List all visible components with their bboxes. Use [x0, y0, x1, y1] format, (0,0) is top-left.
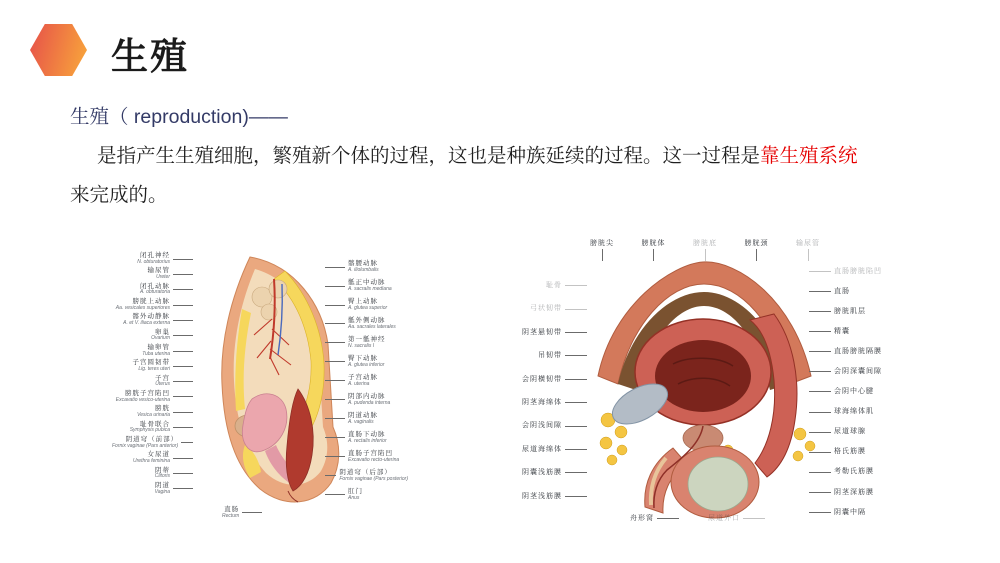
figure-label: [806, 509, 892, 516]
leader-line: [565, 379, 587, 380]
leader-line: [173, 473, 193, 474]
female-right-labels: [322, 261, 408, 501]
label-text-latin: Uterus: [155, 381, 170, 388]
figure-label: [112, 406, 196, 418]
label-text-latin: N. obturatorius: [137, 258, 170, 265]
leader-line: [809, 351, 831, 352]
male-left-labels: [512, 282, 590, 500]
leader-line: [325, 380, 345, 381]
figure-label-text: [834, 268, 882, 275]
leader-line: [808, 249, 809, 261]
figure-label: [322, 299, 408, 311]
male-top-labels: [590, 240, 820, 261]
figure-label-text: [155, 376, 170, 388]
figure-label-text: [133, 452, 170, 464]
label-text-latin: A. sacralis mediana: [348, 285, 392, 292]
leader-line: [653, 249, 654, 261]
figure-label: [806, 328, 892, 335]
figure-label: [322, 432, 408, 444]
figure-label-text: [834, 368, 882, 375]
leader-line: [565, 496, 587, 497]
paragraph-lead-line: 生殖（ reproduction)——: [70, 106, 288, 128]
label-text-cn: 耻骨联合: [140, 420, 170, 428]
figure-label: [322, 261, 408, 273]
leader-line: [809, 271, 831, 272]
figure-label: [322, 318, 408, 330]
figure-label: [112, 422, 196, 434]
figure-label-text: [834, 288, 850, 295]
label-text-cn: 球海绵体肌: [834, 408, 874, 416]
figure-label-text: [642, 240, 666, 247]
figure-label-text: [148, 268, 171, 280]
label-text-cn: 膀胱肌层: [834, 308, 866, 316]
label-text-latin: Clitoris: [154, 473, 170, 480]
label-text-latin: Vesica urinaria: [137, 412, 170, 419]
figure-label-text: [834, 468, 874, 475]
leader-line: [705, 249, 706, 261]
label-text-cn: 阴茎深筋膜: [834, 488, 874, 496]
leader-line: [173, 351, 193, 352]
figure-label: [512, 446, 590, 453]
figure-label-text: [123, 314, 170, 326]
figure-label: [512, 305, 590, 312]
paragraph-highlight-red: 靠生殖系统: [760, 145, 858, 167]
leader-line: [173, 458, 193, 459]
figure-label-text: [348, 432, 387, 444]
leader-line: [756, 249, 757, 261]
figure-label: [806, 428, 892, 435]
body-paragraph: [70, 98, 930, 215]
figure-label-text: [522, 329, 562, 336]
leader-line: [809, 432, 831, 433]
title-hexagon-icon: [30, 24, 87, 76]
label-text-cn: 直肠: [834, 288, 850, 296]
male-bottom-labels: [630, 515, 768, 522]
figure-label: [322, 470, 408, 482]
leader-line: [565, 402, 587, 403]
figure-label: [512, 329, 590, 336]
figure-label-text: [834, 448, 866, 455]
figure-label-text: [522, 376, 562, 383]
label-text-cn: 膀胱尖: [590, 240, 614, 247]
figure-label-text: [708, 515, 740, 522]
label-text-latin: A. et V. iliaca externa: [123, 320, 170, 327]
leader-line: [809, 512, 831, 513]
female-pelvis-figure: [112, 247, 408, 519]
figure-label: [630, 515, 682, 522]
figure-label: [806, 408, 892, 415]
figure-label-text: [522, 446, 562, 453]
figure-label-text: [339, 470, 408, 482]
figure-label-text: [222, 507, 239, 519]
label-text-cn: 尿道球腺: [834, 428, 866, 436]
figure-label-text: [137, 406, 170, 418]
leader-line: [173, 412, 193, 413]
figure-label-text: [348, 375, 378, 387]
figure-label: [806, 489, 892, 496]
label-text-latin: A. rectalis inferior: [348, 437, 387, 444]
label-text-cn: 膀胱子宫陷凹: [125, 389, 170, 397]
figure-label: [806, 468, 892, 475]
label-text-latin: Ovarium: [151, 335, 170, 342]
figure-label: [806, 308, 892, 315]
figure-label: [693, 240, 717, 261]
leader-line: [743, 518, 765, 519]
figure-label: [112, 314, 196, 326]
female-bottom-labels: [222, 507, 265, 519]
leader-line: [565, 472, 587, 473]
label-text-latin: Excavatio recto-uterina: [348, 456, 400, 463]
leader-line: [173, 335, 193, 336]
figure-label: [112, 345, 196, 357]
leader-line: [809, 472, 831, 473]
figure-label-text: [834, 509, 866, 516]
leader-line: [565, 309, 587, 310]
figure-label: [512, 493, 590, 500]
leader-line: [325, 342, 345, 343]
leader-line: [181, 442, 193, 443]
label-text-cn: 阴道穹（后部）: [339, 468, 392, 476]
figure-label-text: [348, 489, 363, 501]
figure-label: [745, 240, 769, 261]
figure-label: [112, 483, 196, 495]
leader-line: [809, 291, 831, 292]
figure-label: [112, 376, 196, 388]
label-text-cn: 精囊: [834, 328, 850, 336]
label-text-cn: 阴茎悬韧带: [522, 328, 562, 336]
label-text-cn: 会阴浅间隙: [522, 422, 562, 430]
figure-label: [806, 268, 892, 275]
figure-label: [512, 399, 590, 406]
figure-label: [322, 489, 408, 501]
label-text-latin: Rectum: [222, 512, 240, 519]
figure-label-text: [137, 253, 170, 265]
male-pelvis-illustration: [578, 244, 828, 520]
leader-line: [565, 426, 587, 427]
figure-label-text: [693, 240, 717, 247]
label-text-cn: 会阴中心腱: [834, 388, 874, 396]
label-text-cn: 闭孔神经: [140, 252, 170, 259]
figure-label-text: [116, 299, 170, 311]
label-text-cn: 阴部内动脉: [348, 392, 386, 400]
leader-line: [325, 437, 345, 438]
label-text-cn: 膀胱: [155, 405, 170, 413]
figure-label: [806, 348, 892, 355]
label-text-cn: 阴囊中隔: [834, 508, 866, 516]
female-left-labels: [112, 253, 196, 495]
figure-label-text: [348, 413, 378, 425]
label-text-cn: 考勒氏筋膜: [834, 468, 874, 476]
label-text-latin: Vagina: [154, 488, 170, 495]
figure-label: [322, 280, 408, 292]
figure-label: [322, 451, 408, 463]
label-text-cn: 阴茎浅筋膜: [522, 492, 562, 500]
label-text-latin: A. glutea inferior: [348, 361, 385, 368]
figure-label-text: [522, 493, 562, 500]
figure-label-text: [834, 428, 866, 435]
figure-label: [512, 282, 590, 289]
label-text-latin: Urethra feminina: [133, 458, 170, 465]
leader-line: [325, 323, 345, 324]
slide-title: 生殖: [111, 36, 189, 77]
label-text-cn: 闭孔动脉: [140, 282, 170, 290]
leader-line: [565, 355, 587, 356]
figure-label: [112, 268, 196, 280]
leader-line: [565, 332, 587, 333]
figure-label-text: [116, 391, 170, 403]
label-text-cn: 子宫圆韧带: [132, 359, 170, 367]
male-pelvis-figure: [512, 240, 892, 522]
leader-line: [809, 371, 831, 372]
leader-line: [325, 418, 345, 419]
label-text-latin: Tuba uterina: [142, 350, 170, 357]
leader-line: [325, 361, 345, 362]
figure-label-text: [348, 318, 396, 330]
label-text-latin: Aa. vesicales superiores: [115, 304, 170, 311]
figure-label-text: [348, 280, 392, 292]
figure-label: [112, 253, 196, 265]
figure-label: [322, 356, 408, 368]
label-text-latin: A. glutea superior: [348, 304, 388, 311]
figure-label: [512, 422, 590, 429]
paragraph-last-line: 来完成的。: [70, 184, 168, 206]
leader-line: [242, 512, 262, 513]
label-text-cn: 髂腰动脉: [348, 260, 378, 267]
figure-label-text: [522, 469, 562, 476]
label-text-latin: Lig. teres uteri: [138, 366, 170, 373]
label-text-cn: 耻骨: [546, 282, 562, 289]
leader-line: [173, 396, 193, 397]
label-text-cn: 阴道穹（前部）: [125, 435, 179, 443]
label-text-cn: 输卵管: [147, 343, 170, 351]
label-text-latin: Anus: [348, 494, 360, 501]
paragraph-body-line: [70, 137, 930, 176]
leader-line: [325, 399, 345, 400]
figure-label: [512, 352, 590, 359]
label-text-cn: 舟形窝: [630, 514, 654, 522]
leader-line: [565, 285, 587, 286]
female-pelvis-illustration: [190, 249, 342, 513]
figure-label-text: [546, 282, 562, 289]
label-text-latin: A. iliolumbalis: [348, 266, 379, 273]
label-text-cn: 会阴横韧带: [522, 375, 562, 383]
leader-line: [173, 274, 193, 275]
leader-line: [809, 391, 831, 392]
label-text-cn: 骶外侧动脉: [348, 316, 386, 324]
label-text-cn: 子宫: [155, 374, 170, 382]
label-text-cn: 女尿道: [147, 451, 170, 459]
figure-label: [222, 507, 265, 519]
leader-line: [565, 449, 587, 450]
label-text-cn: 输尿管: [147, 267, 170, 275]
figure-label: [806, 368, 892, 375]
figure-label: [806, 388, 892, 395]
figure-label: [112, 284, 196, 296]
figure-label: [806, 448, 892, 455]
label-text-latin: Fornix vaginae (Pars anterior): [112, 442, 179, 449]
label-text-latin: A. obturatoria: [139, 289, 170, 296]
figure-label-text: [834, 308, 866, 315]
leader-line: [325, 286, 345, 287]
label-text-cn: 直肠: [224, 505, 240, 513]
leader-line: [173, 381, 193, 382]
label-text-latin: A. pudenda interna: [348, 399, 391, 406]
figure-label-text: [155, 483, 170, 495]
figure-label: [796, 240, 820, 261]
label-text-latin: Ureter: [156, 274, 170, 281]
figure-label: [642, 240, 666, 261]
figure-label-text: [834, 328, 850, 335]
label-text-cn: 阴囊浅筋膜: [522, 469, 562, 477]
label-text-cn: 阴道动脉: [348, 411, 378, 419]
label-text-cn: 膀胱体: [641, 240, 666, 247]
leader-line: [809, 492, 831, 493]
label-text-cn: 直肠膀胱隔膜: [834, 348, 882, 356]
paragraph-text: 是指产生生殖细胞，繁殖新个体的过程，这也是种族延续的过程。这一过程是: [97, 145, 761, 167]
figure-label-text: [630, 515, 654, 522]
label-text-cn: 子宫动脉: [348, 373, 378, 381]
figure-label-text: [522, 422, 562, 429]
figure-label-text: [834, 388, 874, 395]
leader-line: [173, 259, 193, 260]
male-right-labels: [806, 268, 892, 516]
figure-label: [112, 330, 196, 342]
leader-line: [809, 412, 831, 413]
figure-label: [708, 515, 768, 522]
label-text-cn: 膀胱底: [693, 240, 717, 247]
figure-label-text: [796, 240, 820, 247]
figure-label: [112, 437, 196, 449]
figure-label-text: [348, 299, 387, 311]
figure-label-text: [112, 437, 178, 449]
figure-label: [322, 337, 408, 349]
figure-label-text: [834, 408, 874, 415]
figure-label: [512, 376, 590, 383]
figure-label-text: [348, 261, 379, 273]
label-text-cn: 卵巢: [155, 328, 170, 336]
figure-label-text: [348, 356, 384, 368]
label-text-cn: 阴茎海绵体: [522, 399, 562, 407]
label-text-latin: A. uterina: [348, 380, 370, 387]
label-text-cn: 输尿管: [796, 240, 820, 247]
label-text-latin: N. sacralis I: [348, 342, 375, 349]
label-text-cn: 直肠下动脉: [348, 430, 386, 438]
label-text-cn: 膀胱上动脉: [132, 297, 170, 305]
label-text-cn: 吊韧带: [538, 352, 562, 360]
figure-label-text: [834, 348, 882, 355]
label-text-cn: 第一骶神经: [348, 335, 386, 343]
leader-line: [325, 494, 345, 495]
label-text-cn: 臀下动脉: [348, 354, 378, 362]
label-text-cn: 会阴深囊间隙: [834, 368, 882, 376]
figure-label: [512, 469, 590, 476]
figure-label: [590, 240, 614, 261]
label-text-cn: 髂外动静脉: [132, 313, 170, 321]
figure-label-text: [348, 394, 390, 406]
label-text-latin: Symphysis pubica: [129, 427, 170, 434]
figure-label: [322, 394, 408, 406]
leader-line: [173, 289, 193, 290]
leader-line: [325, 456, 345, 457]
figure-label-text: [530, 305, 562, 312]
leader-line: [809, 452, 831, 453]
label-text-cn: 阴道: [155, 481, 170, 489]
leader-line: [325, 267, 345, 268]
figure-label-text: [538, 352, 562, 359]
label-text-cn: 格氏筋膜: [834, 448, 866, 456]
figure-label: [322, 413, 408, 425]
figure-label: [322, 375, 408, 387]
label-text-cn: 臀上动脉: [348, 297, 378, 305]
figure-label: [112, 360, 196, 372]
label-text-cn: 阴蒂: [155, 466, 170, 474]
figure-label-text: [590, 240, 614, 247]
leader-line: [809, 311, 831, 312]
label-text-cn: 尿道海绵体: [522, 445, 562, 453]
label-text-cn: 膀胱颈: [744, 240, 769, 247]
label-text-latin: Aa. sacrales laterales: [348, 323, 396, 330]
figure-label-text: [522, 399, 562, 406]
label-text-cn: 尿道外口: [708, 514, 740, 522]
figure-label-text: [133, 360, 171, 372]
figure-label-text: [155, 468, 170, 480]
label-text-cn: 直肠子宫陷凹: [348, 449, 393, 457]
figure-label-text: [745, 240, 769, 247]
figure-label: [112, 391, 196, 403]
figure-label: [112, 299, 196, 311]
label-text-latin: Fornix vaginae (Pars posterior): [339, 475, 408, 482]
figure-label: [806, 288, 892, 295]
leader-line: [325, 475, 336, 476]
leader-line: [325, 305, 345, 306]
figure-label: [112, 468, 196, 480]
leader-line: [173, 488, 193, 489]
label-text-cn: 骶正中动脉: [348, 278, 386, 286]
label-text-latin: A. vaginalis: [348, 418, 374, 425]
leader-line: [657, 518, 679, 519]
leader-line: [173, 427, 193, 428]
figure-label: [112, 452, 196, 464]
figure-label-text: [348, 451, 399, 463]
figure-label-text: [140, 284, 170, 296]
label-text-cn: 直肠膀胱陷凹: [834, 268, 882, 275]
leader-line: [602, 249, 603, 261]
figure-label-text: [348, 337, 386, 349]
label-text-latin: Excavatio vesico-uterina: [115, 396, 170, 403]
leader-line: [173, 366, 193, 367]
figure-label-text: [151, 330, 170, 342]
leader-line: [173, 320, 193, 321]
figure-label-text: [130, 422, 170, 434]
label-text-cn: 肛门: [348, 487, 363, 495]
label-text-cn: 弓状韧带: [530, 305, 562, 313]
figure-label-text: [834, 489, 874, 496]
leader-line: [809, 331, 831, 332]
leader-line: [173, 305, 193, 306]
figure-label-text: [142, 345, 170, 357]
